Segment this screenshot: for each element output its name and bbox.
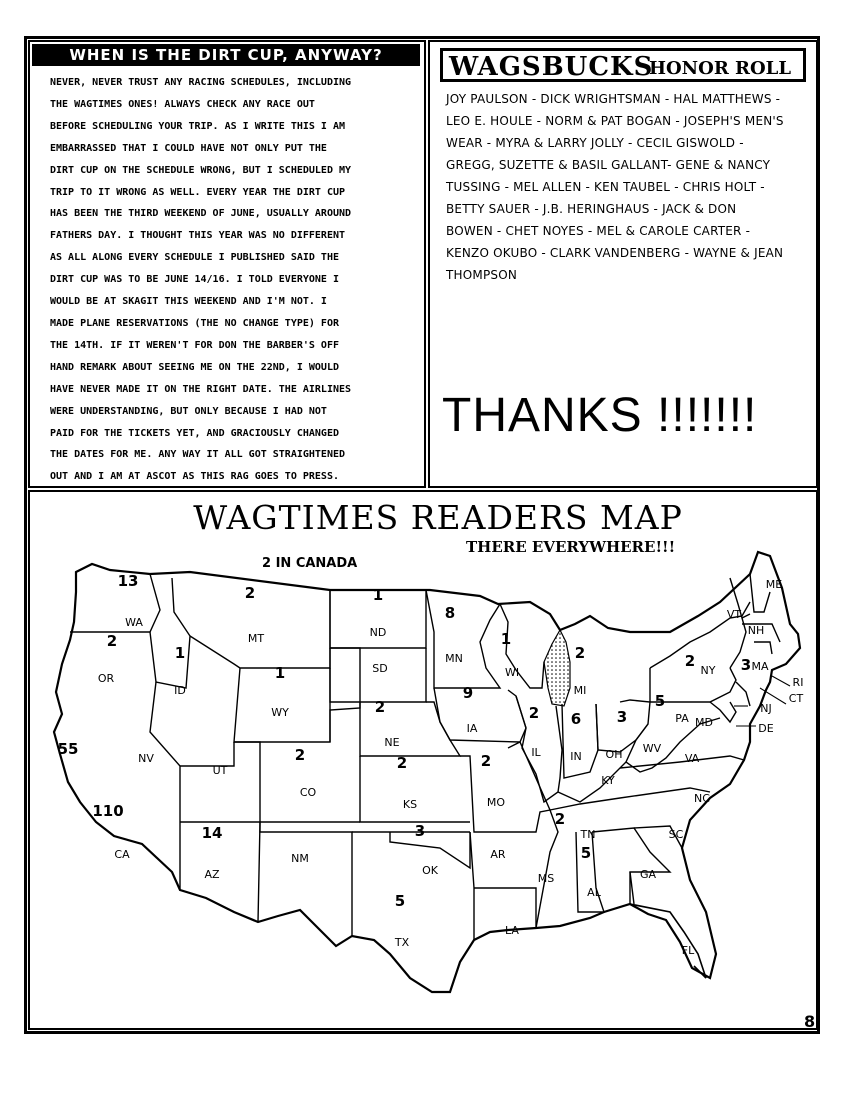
state-label-ny: NY [700, 664, 716, 677]
state-label-va: VA [684, 752, 700, 765]
thanks-text: THANKS !!!!!!! [442, 389, 758, 442]
state-count-ny: 2 [684, 652, 696, 670]
dirt-cup-article [28, 40, 426, 488]
page-number: 8 [804, 1012, 816, 1031]
state-label-sc: SC [668, 828, 684, 841]
state-label-mt: MT [247, 632, 265, 645]
state-count-nd: 1 [372, 586, 384, 604]
state-label-wv: WV [642, 742, 662, 755]
state-count-pa: 5 [654, 692, 666, 710]
state-label-mn: MN [445, 652, 463, 665]
honor-roll-line: BOWEN - CHET NOYES - MEL & CAROLE CARTER - [446, 224, 751, 238]
state-count-in: 6 [570, 710, 582, 728]
honor-roll-line: THOMPSON [446, 268, 518, 282]
honor-roll-line: KENZO OKUBO - CLARK VANDENBERG - WAYNE & JEAN [446, 246, 784, 260]
state-count-oh: 3 [616, 708, 628, 726]
state-label-ks: KS [402, 798, 418, 811]
state-count-mn: 8 [444, 604, 456, 622]
state-label-id: ID [174, 684, 186, 697]
honor-roll-line: LEO E. HOULE - NORM & PAT BOGAN - JOSEPH'S MEN'S [446, 114, 784, 128]
map-title: WAGTIMES READERS MAP [193, 498, 683, 537]
lake-michigan [544, 630, 570, 706]
state-count-or: 2 [106, 632, 118, 650]
map-subtitle: THERE EVERYWHERE!!! [466, 538, 676, 556]
state-label-ne: NE [384, 736, 400, 749]
state-count-wa: 13 [117, 572, 139, 590]
state-label-vt: VT [726, 608, 742, 621]
state-label-wy: WY [271, 706, 289, 719]
state-label-nm: NM [291, 852, 309, 865]
us-outline [54, 552, 800, 992]
state-count-ne: 2 [374, 698, 386, 716]
honor-roll-header [440, 48, 806, 82]
state-label-la: LA [505, 924, 519, 937]
state-count-ca-north: 55 [57, 740, 79, 758]
state-count-ma: 3 [740, 656, 752, 674]
state-count-mt: 2 [244, 584, 256, 602]
state-label-nv: NV [138, 752, 154, 765]
state-label-wi: WI [504, 666, 520, 679]
state-count-wy: 1 [274, 664, 286, 682]
state-count-al: 5 [580, 844, 592, 862]
state-count-tn: 2 [554, 810, 566, 828]
state-count-az: 14 [201, 824, 223, 842]
state-count-mo: 2 [480, 752, 492, 770]
state-label-ri: RI [792, 676, 804, 689]
honor-roll-line: JOY PAULSON - DICK WRIGHTSMAN - HAL MATTHEWS - [446, 92, 781, 106]
state-label-me: ME [765, 578, 783, 591]
state-label-il: IL [531, 746, 541, 759]
state-count-ks: 2 [396, 754, 408, 772]
us-map [30, 492, 816, 1028]
state-count-wi: 1 [500, 630, 512, 648]
state-label-ma: MA [751, 660, 769, 673]
article-title: WHEN IS THE DIRT CUP, ANYWAY? [32, 44, 420, 66]
state-count-tx: 5 [394, 892, 406, 910]
state-label-nc: NC [694, 792, 710, 805]
state-label-nd: ND [369, 626, 387, 639]
state-label-mi: MI [573, 684, 587, 697]
state-label-ky: KY [601, 774, 615, 787]
canada-count: 2 IN CANADA [262, 556, 358, 571]
readers-map-panel [28, 490, 818, 1030]
state-count-mi: 2 [574, 644, 586, 662]
state-label-az: AZ [204, 868, 220, 881]
honor-roll-line: WEAR - MYRA & LARRY JOLLY - CECIL GISWOLD - [446, 136, 744, 150]
state-label-al: AL [587, 886, 601, 899]
state-label-nh: NH [747, 624, 765, 637]
state-label-tx: TX [394, 936, 410, 949]
honor-roll-line: TUSSING - MEL ALLEN - KEN TAUBEL - CHRIS HOLT - [446, 180, 765, 194]
state-label-sd: SD [372, 662, 388, 675]
state-label-ct: CT [788, 692, 804, 705]
state-count-ia: 9 [462, 684, 474, 702]
honor-roll-line: GREGG, SUZETTE & BASIL GALLANT- GENE & NANCY [446, 158, 771, 172]
state-count-il: 2 [528, 704, 540, 722]
state-label-or: OR [97, 672, 115, 685]
state-label-tn: TN [580, 828, 596, 841]
honor-roll-subtitle: HONOR ROLL [649, 58, 791, 79]
state-label-ga: GA [639, 868, 657, 881]
state-label-de: DE [758, 722, 774, 735]
state-label-fl: FL [681, 944, 695, 957]
state-label-nj: NJ [760, 702, 772, 715]
state-count-ok: 3 [414, 822, 426, 840]
state-label-ms: MS [537, 872, 555, 885]
honor-roll-line: BETTY SAUER - J.B. HERINGHAUS - JACK & DON [446, 202, 737, 216]
state-count-id: 1 [174, 644, 186, 662]
article-body: NEVER, NEVER TRUST ANY RACING SCHEDULES, INCLUDING THE WAGTIMES ONES! ALWAYS CHECK ANY RACE OUT BEFORE SCHEDULING YOUR TRIP. AS I WRITE THIS I AM EMBARRASSED THAT I COULD HAVE NOT ONLY PUT THE DIRT CUP ON THE SCHEDULE WRONG, BUT I SCHEDULED MY TRIP TO IT WRONG AS WELL. EVERY YEAR THE DIRT CUP HAS BEEN THE THIRD WEEKEND OF JUNE, USUALLY AROUND FATHERS DAY. I THOUGHT THIS YEAR WAS NO DIFFERENT AS ALL ALONG EVERY SCHEDULE I PUBLISHED SAID THE DIRT CUP WAS TO BE JUNE 14/16. I TOLD EVERYONE I WOULD BE AT SKAGIT THIS WEEKEND AND I'M NOT. I MADE PLANE RESERVATIONS (THE NO CHANGE TYPE) FOR THE 14TH. IF IT WEREN'T FOR DON THE BARBER'S OFF HAND REMARK ABOUT SEEING ME ON THE 22ND, I WOULD HAVE NEVER MADE IT ON THE RIGHT DATE. THE AIRLINES WERE UNDERSTANDING, BUT ONLY BECAUSE I HAD NOT PAID FOR THE TICKETS YET, AND GRACIOUSLY CHANGED THE DATES FOR ME. ANY WAY IT ALL GOT STRAIGHTENED OUT AND I AM AT ASCOT AS THIS RAG GOES TO PRESS. [50, 77, 352, 483]
state-label-mo: MO [486, 796, 506, 809]
state-label-ok: OK [422, 864, 438, 877]
state-label-ia: IA [466, 722, 478, 735]
state-count-ca: 110 [92, 802, 124, 820]
state-label-ca: CA [114, 848, 130, 861]
honor-roll-panel [428, 40, 818, 488]
florida-outline [630, 904, 706, 978]
state-label-wa: WA [125, 616, 143, 629]
state-label-md: MD [695, 716, 713, 729]
state-label-pa: PA [675, 712, 689, 725]
state-label-in: IN [570, 750, 582, 763]
state-label-ar: AR [490, 848, 506, 861]
state-count-co: 2 [294, 746, 306, 764]
honor-roll-title: WAGSBUCKS [449, 52, 654, 82]
state-labels [58, 572, 804, 957]
state-label-co: CO [299, 786, 317, 799]
state-label-oh: OH [605, 748, 623, 761]
state-label-ut: UT [212, 764, 228, 777]
